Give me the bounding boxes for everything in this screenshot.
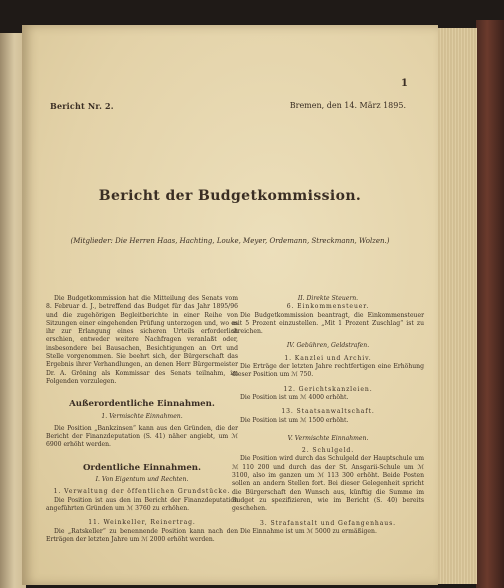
paragraph-court-chanceries: Die Position ist um ℳ 4000 erhöht. (240, 393, 349, 401)
paragraph-chancery: Die Erträge der letzten Jahre rechtfertigen eine Erhöhung dieser Position um ℳ 750. (232, 363, 424, 379)
item-heading-public-land: 1. Verwaltung der öffentlichen Grundstücke. (53, 488, 231, 496)
committee-members: (Mitglieder: Die Herren Haas, Hachting, Louke, Meyer, Ordemann, Streckmann, Wolzen.) (70, 237, 390, 245)
item-heading-school-fees: 2. Schulgeld. (301, 447, 355, 455)
item-heading-prosecution: 13. Staatsanwaltschaft. (281, 408, 375, 416)
item-heading-prison: 3. Strafanstalt und Gefangenhaus. (260, 519, 396, 527)
item-heading-chancery: 1. Kanzlei und Archiv. (284, 354, 372, 362)
paragraph-wine-cellar: Die „Ratskeller“ zu benennende Position kann nach den Erträgen der letzten Jahre um ℳ 2000 erhöht werden. (46, 527, 238, 543)
heading-fees-fines: IV. Gebühren, Geldstrafen. (286, 342, 370, 350)
subheading-misc-income: 1. Vermischte Einnahmen. (101, 412, 183, 420)
paragraph-prison: Die Einnahme ist um ℳ 5000 zu ermäßigen. (240, 527, 377, 535)
item-heading-income-tax: 6. Einkommensteuer. (286, 303, 370, 311)
paragraph-prosecution: Die Position ist um ℳ 1500 erhöht. (240, 416, 349, 424)
dateline: Bremen, den 14. März 1895. (289, 101, 406, 110)
document-title: Bericht der Budgetkommission. (98, 188, 362, 204)
paragraph-public-land: Die Position ist aus den im Bericht der Finanzdeputation angeführten Gründen um ℳ 3760 zu erhöhen. (46, 496, 238, 512)
page-number: 1 (401, 78, 408, 89)
report-number: Bericht Nr. 2. (50, 101, 114, 111)
item-heading-wine-cellar: 11. Weinkeller, Reinertrag. (88, 519, 196, 527)
heading-extraordinary-income: Außerordentliche Einnahmen. (69, 399, 215, 410)
paragraph-income-tax: Die Budgetkommission beantragt, die Einkommensteuer mit 5 Prozent einzustellen. „Mit 1 Prozent Zuschlag“ ist zu streichen. (232, 311, 424, 336)
left-column (46, 295, 238, 544)
heading-misc-income: V. Vermischte Einnahmen. (287, 434, 369, 442)
right-column (232, 295, 424, 536)
heading-ordinary-income: Ordentliche Einnahmen. (82, 462, 202, 473)
item-heading-court-chanceries: 12. Gerichtskanzleien. (283, 385, 373, 393)
paragraph-bank-interest: Die Position „Bankzinsen“ kann aus den Gründen, die der Bericht der Finanzdeputation (S. 41) näher angiebt, um ℳ 6900 erhöht werden. (46, 424, 238, 449)
intro-paragraph: Die Budgetkommission hat die Mitteilung des Senats vom 8. Februar d. J., betreffend das Budget für das Jahr 1895/96 und die zugehörigen Begleitberichte in einer Reihe von Sitzungen einer eingehenden Prüfung unterzogen und, wo es ihr zur Erlangung eines sicheren Urteils erforderlich erschien, entweder weitere Nachfragen veranlaßt oder, insbesondere bei Bausachen, Besichtigungen an Ort und Stelle vorgenommen. Sie beehrt sich, der Bürgerschaft das Ergebnis ihrer Verhandlungen, an denen Herr Bürgermeister Dr. A. Gröning als Kommissar des Senats teilnahm, im Folgenden vorzulegen. (46, 295, 238, 385)
book-cover-edge (476, 20, 504, 588)
page-stack-edge (433, 28, 477, 584)
document-page (22, 25, 438, 585)
subheading-property-rights: I. Von Eigentum und Rechten. (95, 476, 189, 484)
heading-direct-taxes: II. Direkte Steuern. (297, 295, 359, 302)
paragraph-school-fees: Die Position wird durch das Schulgeld der Hauptschule um ℳ 110 200 und durch das der St. Ansgarii-Schule um ℳ 3100, also im ganzen um ℳ 113 300 erhöht. Beide Posten sollen an andern Stellen fort. Bei dieser Gelegenheit spricht die Bürgerschaft den Wunsch aus, künftig die Summe im Budget zu spezifizieren, wie im Bericht (S. 40) bereits geschehen. (232, 455, 424, 513)
